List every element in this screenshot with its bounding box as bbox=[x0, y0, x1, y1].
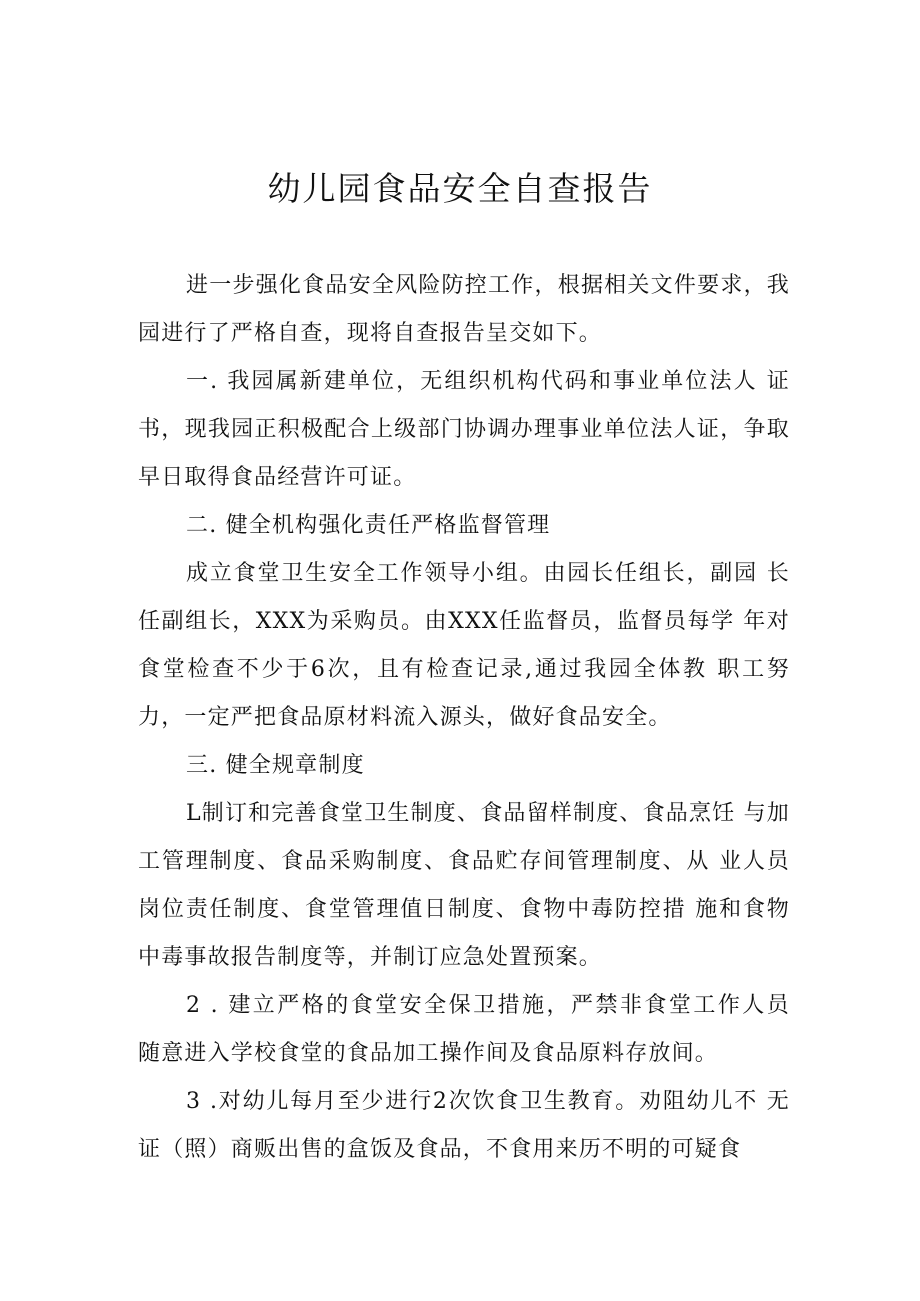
section-heading-2: 二. 健全机构强化责任严格监督管理 bbox=[186, 513, 551, 538]
section-heading-3: 三. 健全规章制度 bbox=[186, 753, 365, 778]
document-title: 幼儿园食品安全自查报告 bbox=[267, 169, 653, 208]
paragraph-rules-3: 3 .对幼儿每月至少进行2次饮食卫生教育。劝阻幼儿不 无证（照）商贩出售的盒饭及食品，不食用来历不明的可疑食 bbox=[138, 1089, 790, 1162]
document-body bbox=[138, 262, 790, 1174]
paragraph-rules-1: L制订和完善食堂卫生制度、食品留样制度、食品烹饪 与加工管理制度、食品采购制度、食品贮存间管理制度、从 业人员岗位责任制度、食堂管理值日制度、食物中毒防控措 施和食物中毒事故报告制度等，并制订应急处置预案。 bbox=[138, 801, 791, 970]
paragraph-leadership: 成立食堂卫生安全工作领导小组。由园长任组长，副园 长任副组长，XXX为采购员。由XXX任监督员，监督员每学 年对食堂检查不少于6次，且有检查记录,通过我园全体教 职工努力，一定严把食品原材料流入源头，做好食品安全。 bbox=[138, 561, 790, 730]
paragraph-intro: 进一步强化食品安全风险防控工作，根据相关文件要求，我园进行了严格自查，现将自查报告呈交如下。 bbox=[138, 273, 790, 346]
paragraph-rules-2: 2 . 建立严格的食堂安全保卫措施，严禁非食堂工作人员 随意进入学校食堂的食品加工操作间及食品原料存放间。 bbox=[138, 993, 790, 1066]
paragraph-item-1: 一. 我园属新建单位，无组织机构代码和事业单位法人 证书，现我园正积极配合上级部门协调办理事业单位法人证，争取早日取得食品经营许可证。 bbox=[138, 369, 790, 490]
